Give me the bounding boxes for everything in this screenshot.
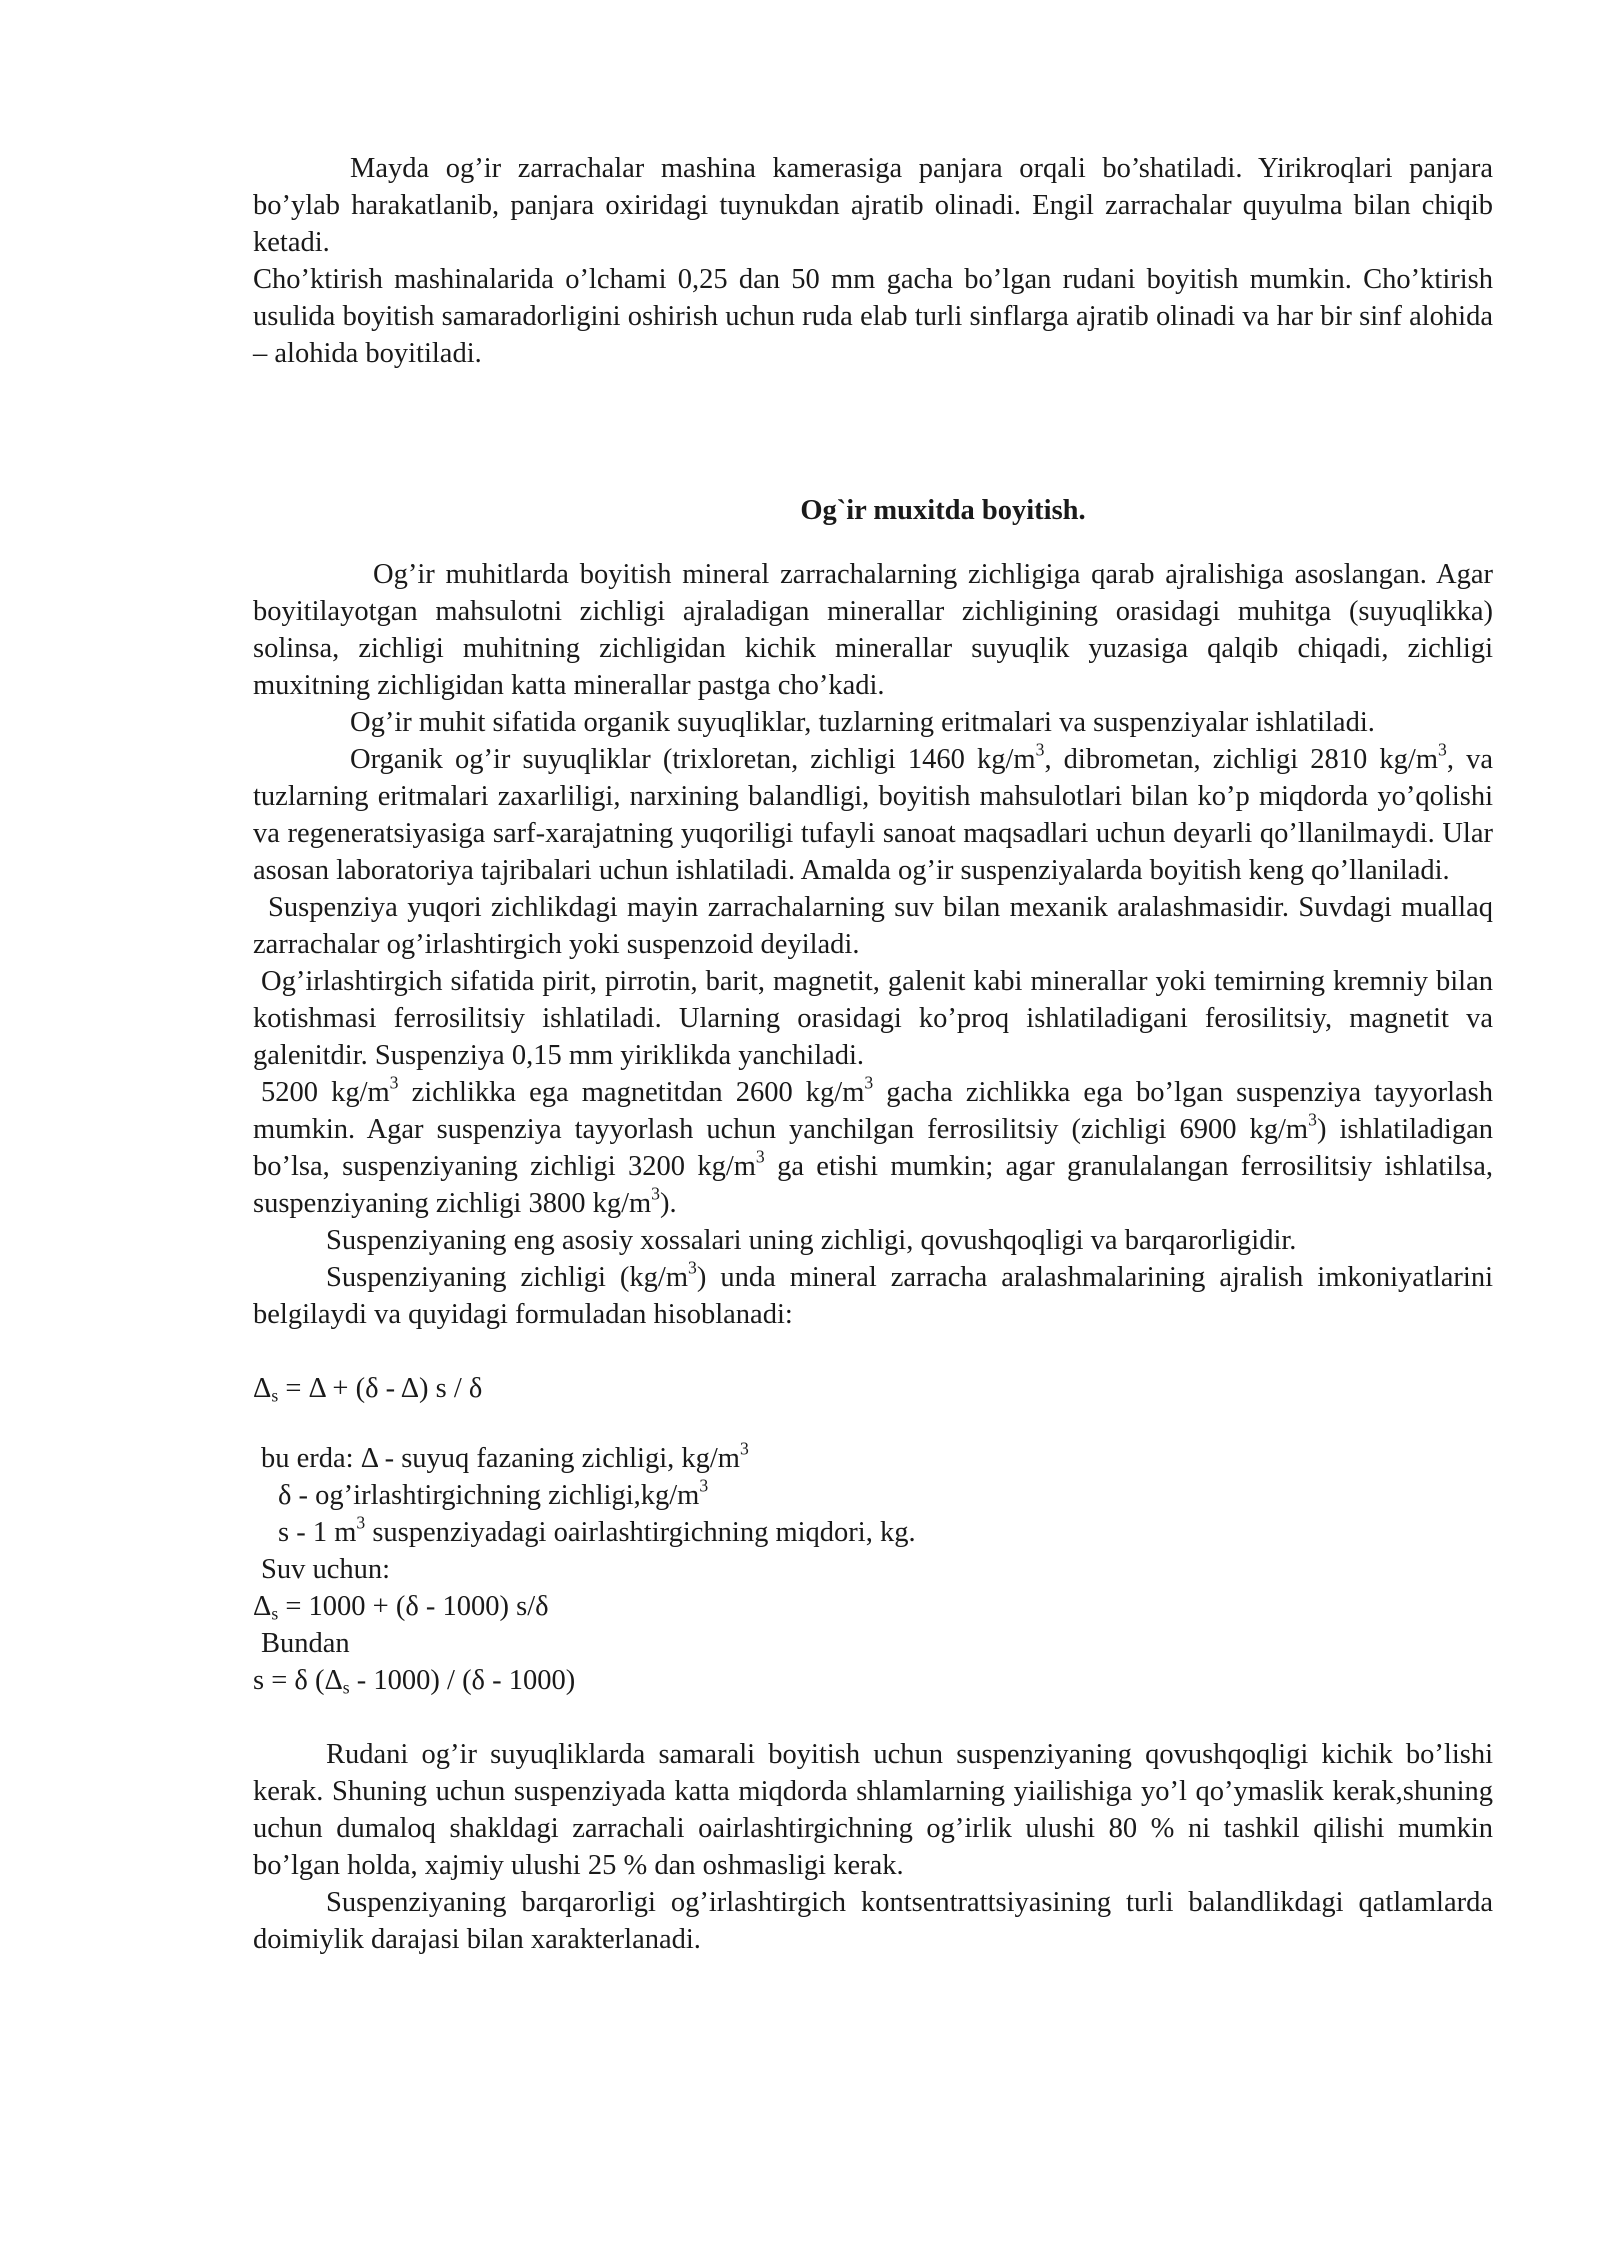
definition-liquid-density [253, 1440, 1493, 1477]
paragraph-ogir-muhit-intro: Og’ir muhitlarda boyitish mineral zarrachalarning zichligiga qarab ajralishiga asoslangan. Agar boyitilayotgan mahsulotni zichligi ajraladigan minerallar zichligining orasidagi muhitga (suyuqlikka) solinsa, zichligi muhitning zichligidan kichik minerallar suyuqlik yuzasiga qalqib chiqadi, zichligi muxitning zichligidan katta minerallar pastga cho’kadi. [253, 559, 1493, 701]
text-run: Organik og’ir suyuqliklar (trixloretan, zichligi 1460 kg/m [350, 744, 1036, 775]
text-run: δ - og’irlashtirgichning zichligi,kg/m [278, 1480, 700, 1511]
text-run: ). [659, 1188, 677, 1219]
subscript: s [342, 1677, 350, 1698]
subscript: s [271, 1603, 279, 1624]
text-run: gacha zichlikka ega bo’lgan suspenziya tayyorlash mumkin. Agar suspenziya tayyorlash uchun yanchilgan ferrosilitsiy (zichligi 6900 kg/m [253, 1077, 1493, 1145]
text-run: s = δ (Δ [253, 1665, 343, 1696]
spacer [253, 1407, 1493, 1440]
superscript: 3 [356, 1512, 366, 1533]
paragraph-zichlik-values [253, 1074, 1493, 1222]
text-run: , dibrometan, zichligi 2810 kg/m [1044, 744, 1439, 775]
formula-density [253, 1370, 1493, 1407]
text-run: Δ [253, 1591, 272, 1622]
formula-s [253, 1662, 1493, 1699]
text-run: s - 1 m [278, 1517, 357, 1548]
formula-water [253, 1588, 1493, 1625]
spacer [253, 529, 1493, 556]
text-run: ) ishlatiladigan bo’lsa, suspenziyaning zichligi 3200 kg/m [253, 1114, 1493, 1182]
superscript: 3 [755, 1146, 765, 1167]
superscript: 3 [651, 1183, 660, 1204]
spacer [253, 1699, 1493, 1736]
superscript: 3 [389, 1072, 399, 1093]
paragraph-organik-suyuqliklar [253, 741, 1493, 889]
text-run: Suspenziyaning zichligi (kg/m [326, 1262, 689, 1293]
section-heading: Og`ir muxitda boyitish. [800, 495, 1086, 526]
superscript: 3 [1035, 739, 1045, 760]
spacer [253, 372, 1493, 492]
superscript: 3 [1438, 739, 1447, 760]
text-run: = Δ + (δ - Δ) s / δ [278, 1373, 483, 1404]
superscript: 3 [739, 1438, 749, 1459]
label-bundan: Bundan [261, 1628, 350, 1659]
text-run: 5200 kg/m [261, 1077, 390, 1108]
text-run: = 1000 + (δ - 1000) s/δ [278, 1591, 549, 1622]
definition-weighting-amount [253, 1514, 1493, 1551]
text-run: ) unda mineral zarracha aralashmalarining ajralish imkoniyatlarini belgilaydi va quyidagi formuladan hisoblanadi: [253, 1262, 1493, 1330]
paragraph-choktirish: Cho’ktirish mashinalarida o’lchami 0,25 dan 50 mm gacha bo’lgan rudani boyitish mumkin. Cho’ktirish usulida boyitish samaradorligini oshirish uchun ruda elab turli sinflarga ajratib olinadi va har bir sinf alohida – alohida boyitiladi. [253, 264, 1493, 369]
paragraph-xossalar: Suspenziyaning eng asosiy xossalari uning zichligi, qovushqoqligi va barqarorligidir. [326, 1225, 1297, 1256]
text-run: Δ [253, 1373, 272, 1404]
text-run: suspenziyadagi oairlashtirgichning miqdori, kg. [365, 1517, 916, 1548]
text-run: - 1000) / (δ - 1000) [349, 1665, 576, 1696]
text-run: ga etishi mumkin; agar granulalangan ferrosilitsiy ishlatilsa, suspenziyaning zichligi 3800 kg/m [253, 1151, 1493, 1219]
document-page [253, 150, 1493, 1958]
paragraph-suspenziya-zichligi [253, 1259, 1493, 1333]
text-run: , va tuzlarning eritmalari zaxarliligi, narxining balandligi, boyitish mahsulotlari bilan ko’p miqdorda yo’qolishi va regeneratsiyasiga sarf-xarajatning yuqoriligi tufayli sanoat maqsadlari uchun deyarli qo’llanilmaydi. Ular asosan laboratoriya tajribalari uchun ishlatiladi. Amalda og’ir suspenziyalarda boyitish keng qo’llaniladi. [253, 744, 1494, 886]
subscript: s [271, 1385, 279, 1406]
paragraph-ogir-muhit-types: Og’ir muhit sifatida organik suyuqliklar, tuzlarning eritmalari va suspenziyalar ishlatiladi. [350, 707, 1375, 738]
definition-weighting-density [253, 1477, 1493, 1514]
paragraph-qovushqoqlik: Rudani og’ir suyuqliklarda samarali boyitish uchun suspenziyaning qovushqoqligi kichik bo’lishi kerak. Shuning uchun suspenziyada katta miqdorda shlamlarning yiailishiga yo’l qo’ymaslik kerak,shuning uchun dumaloq shakldagi zarrachali oairlashtirgichning og’irlik ulushi 80 % ni tashkil qilishi mumkin bo’lgan holda, xajmiy ulushi 25 % dan oshmasligi kerak. [253, 1739, 1493, 1881]
text-run: bu erda: Δ - suyuq fazaning zichligi, kg/m [261, 1443, 740, 1474]
text-run: zichlikka ega magnetitdan 2600 kg/m [398, 1077, 865, 1108]
superscript: 3 [699, 1475, 709, 1496]
paragraph-panjara: Mayda og’ir zarrachalar mashina kamerasiga panjara orqali bo’shatiladi. Yirikroqlari panjara bo’ylab harakatlanib, panjara oxiridagi tuynukdan ajratib olinadi. Engil zarrachalar quyulma bilan chiqib ketadi. [253, 153, 1493, 258]
paragraph-suspenziya-definition: Suspenziya yuqori zichlikdagi mayin zarrachalarning suv bilan mexanik aralashmasidir. Suvdagi muallaq zarrachalar og’irlashtirgich yoki suspenzoid deyiladi. [253, 892, 1493, 960]
paragraph-barqarorlik: Suspenziyaning barqarorligi og’irlashtirgich kontsentrattsiyasining turli balandlikdagi qatlamlarda doimiylik darajasi bilan xarakterlanadi. [253, 1887, 1493, 1955]
superscript: 3 [864, 1072, 874, 1093]
paragraph-ogirlashtirgich: Og’irlashtirgich sifatida pirit, pirrotin, barit, magnetit, galenit kabi minerallar yoki temirning kremniy bilan kotishmasi ferrosilitsiy ishlatiladi. Ularning orasidagi ko’proq ishlatiladigani ferosilitsiy, magnetit va galenitdir. Suspenziya 0,15 mm yiriklikda yanchiladi. [253, 966, 1493, 1071]
spacer [253, 1333, 1493, 1370]
superscript: 3 [1308, 1109, 1317, 1130]
superscript: 3 [688, 1257, 697, 1278]
label-suv-uchun: Suv uchun: [261, 1554, 391, 1585]
